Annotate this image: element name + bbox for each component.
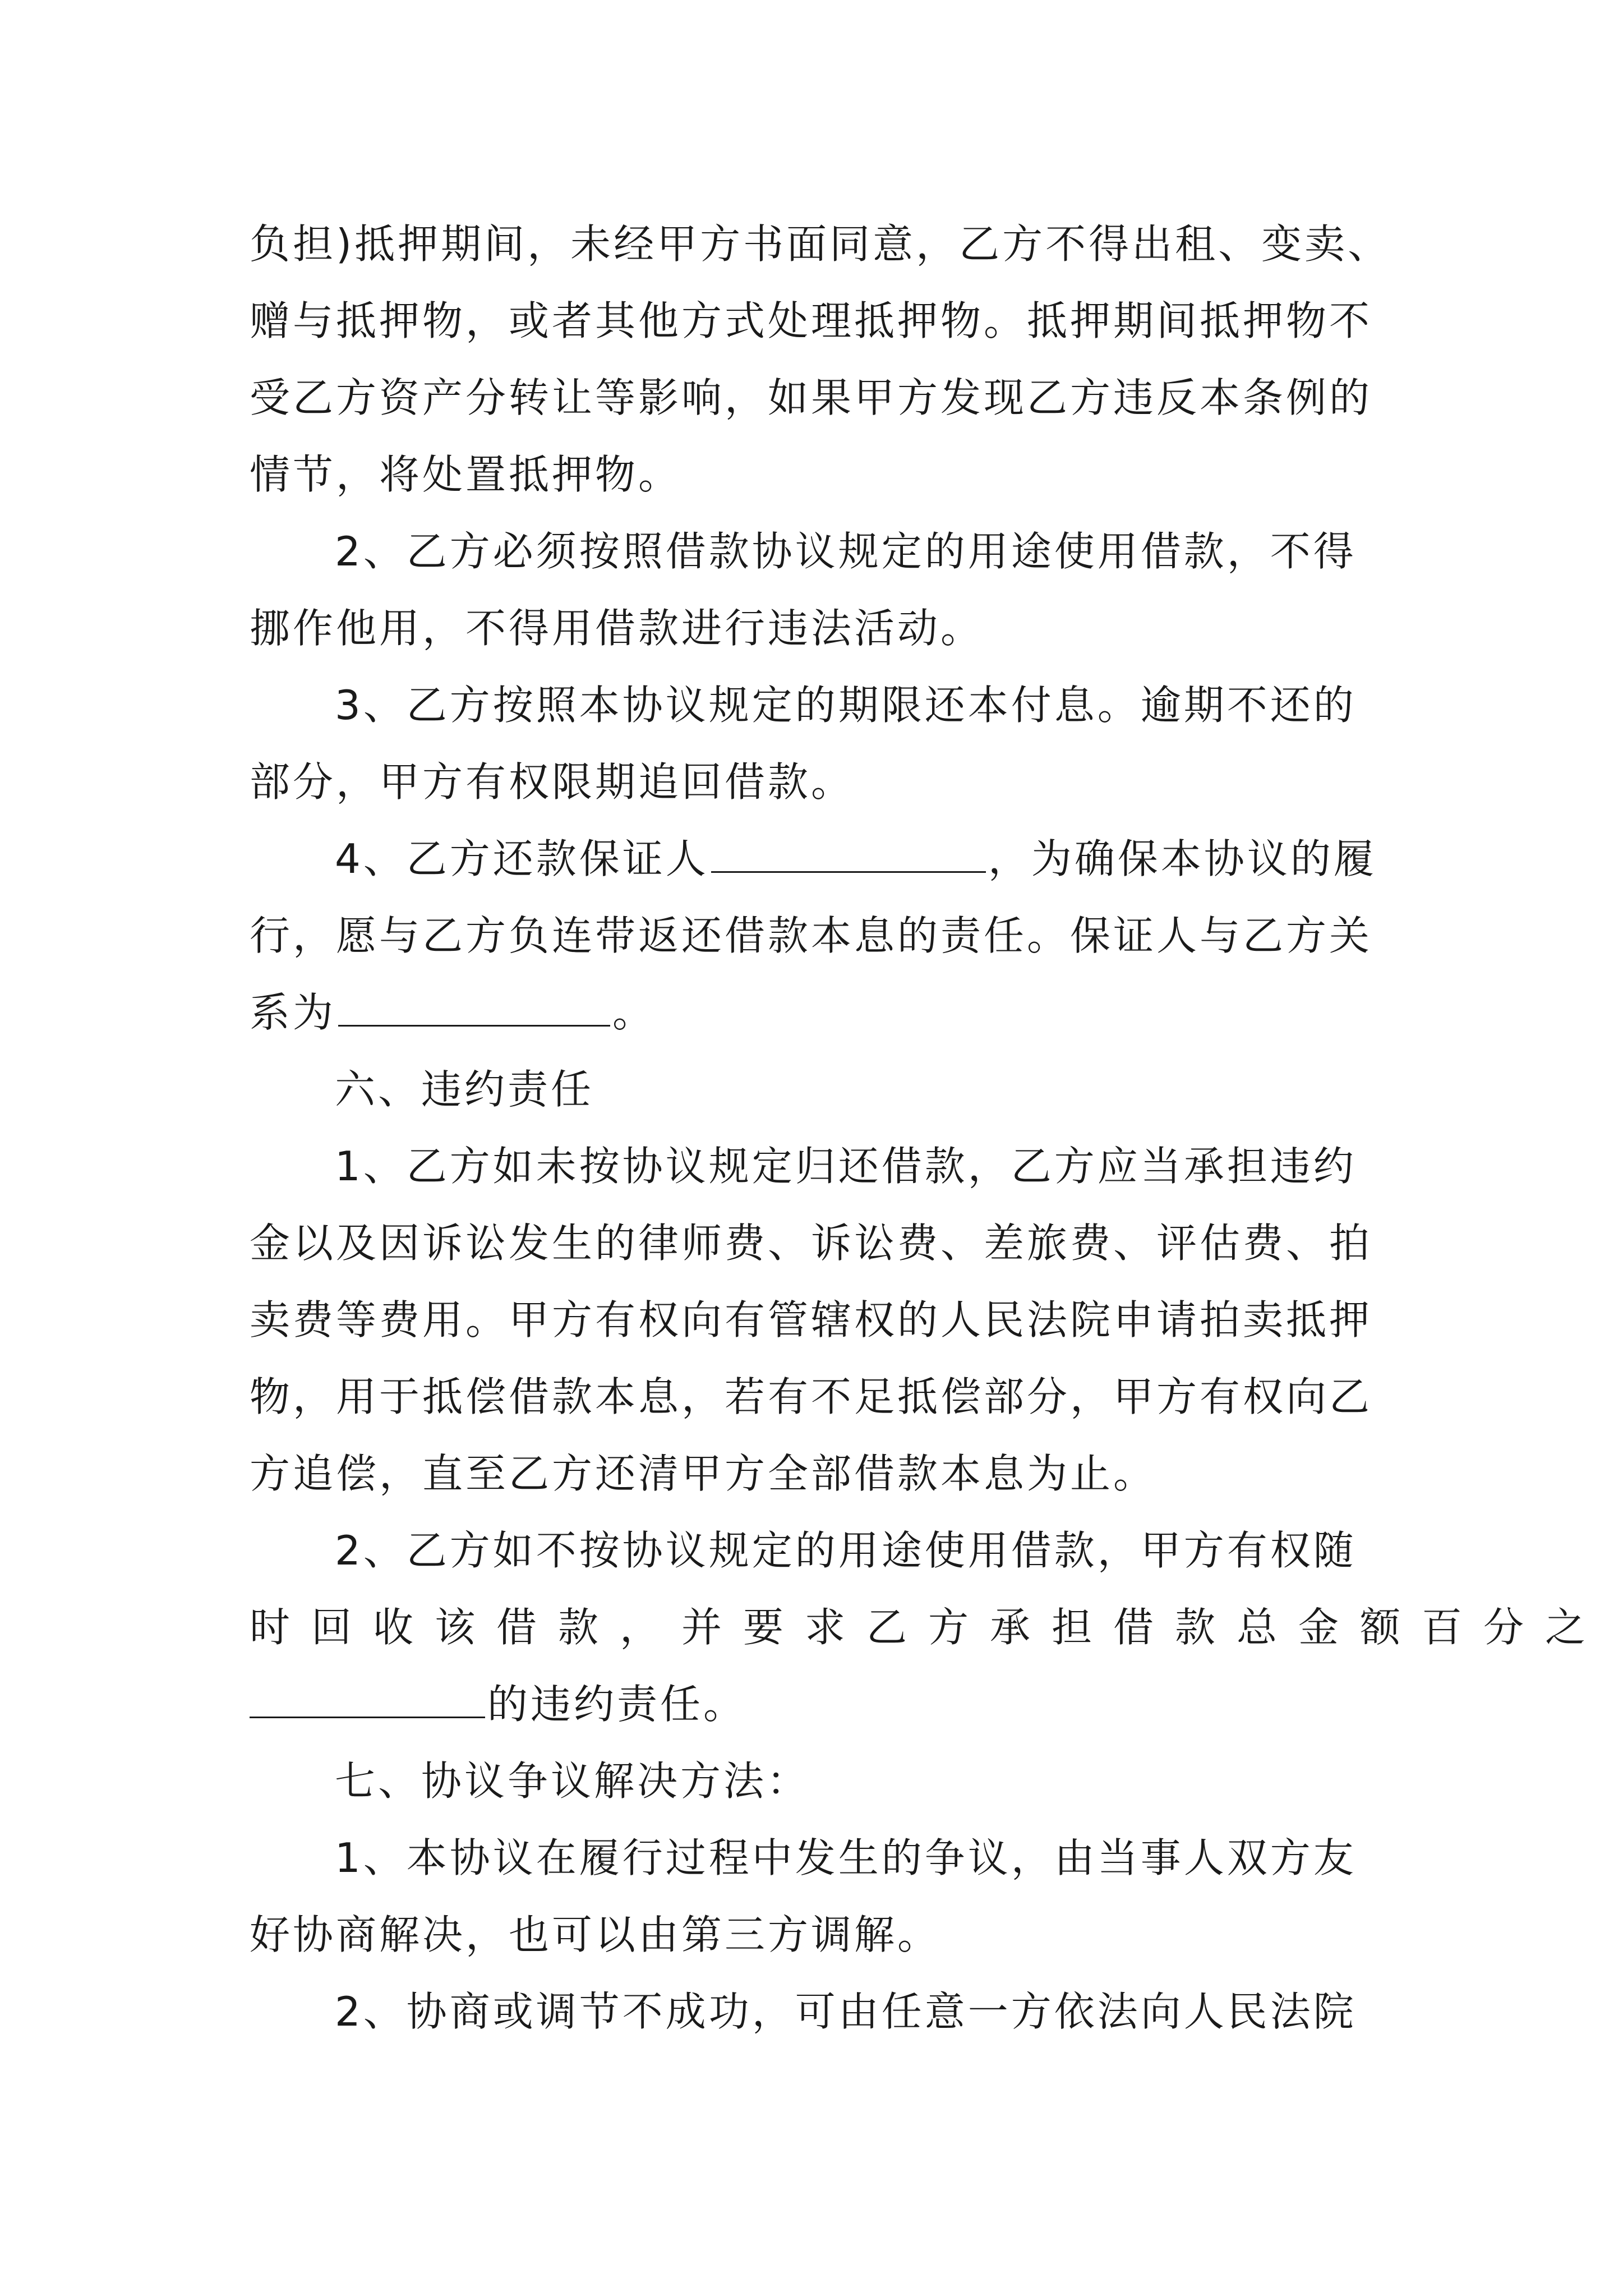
penalty-tail: 的违约责任。 [487, 1681, 747, 1728]
relationship-tail: 。 [612, 989, 656, 1036]
text-line: 行，愿与乙方负连带返还借款本息的责任。保证人与乙方关 [250, 912, 1373, 959]
penalty-percent-blank [250, 1676, 485, 1718]
text-line: 负担)抵押期间，未经甲方书面同意，乙方不得出租、变卖、 [250, 220, 1391, 268]
text-line: 好协商解决，也可以由第三方调解。 [250, 1911, 941, 1958]
guarantor-tail: ，为确保本协议的履 [988, 835, 1377, 882]
text-line: 物，用于抵偿借款本息，若有不足抵偿部分，甲方有权向乙 [250, 1373, 1373, 1420]
text-line: 赠与抵押物，或者其他方式处理抵押物。抵押期间抵押物不 [250, 297, 1373, 344]
paragraph-start-line: 2、协商或调节不成功，可由任意一方依法向人民法院 [335, 1988, 1357, 2035]
section-heading: 七、协议争议解决方法： [335, 1757, 810, 1805]
section-heading: 六、违约责任 [335, 1066, 594, 1113]
text-line: 部分，甲方有权限期追回借款。 [250, 758, 855, 806]
text-line: 金以及因诉讼发生的律师费、诉讼费、差旅费、评估费、拍 [250, 1220, 1373, 1267]
text-line: 卖费等费用。甲方有权向有管辖权的人民法院申请拍卖抵押 [250, 1296, 1373, 1343]
relationship-line [250, 984, 656, 1041]
paragraph-start-line: 1、本协议在履行过程中发生的争议，由当事人双方友 [335, 1834, 1357, 1881]
paragraph-start-line: 3、乙方按照本协议规定的期限还本付息。逾期不还的 [335, 682, 1357, 729]
paragraph-start-line: 2、乙方如不按协议规定的用途使用借款，甲方有权随 [335, 1527, 1357, 1574]
relationship-label: 系为 [250, 989, 336, 1036]
guarantor-blank [711, 831, 986, 873]
text-line: 时回收该借款，并要求乙方承担借款总金额百分之 [250, 1604, 1607, 1651]
guarantor-label: 4、乙方还款保证人 [335, 835, 709, 882]
paragraph-start-line: 1、乙方如未按协议规定归还借款，乙方应当承担违约 [335, 1143, 1357, 1190]
guarantor-line [335, 831, 1377, 887]
text-line: 挪作他用，不得用借款进行违法活动。 [250, 605, 984, 652]
text-line: 受乙方资产分转让等影响，如果甲方发现乙方违反本条例的 [250, 374, 1373, 421]
text-line: 方追偿，直至乙方还清甲方全部借款本息为止。 [250, 1450, 1157, 1497]
paragraph-start-line: 2、乙方必须按照借款协议规定的用途使用借款，不得 [335, 528, 1357, 575]
text-line: 情节，将处置抵押物。 [250, 451, 682, 498]
relationship-blank [338, 984, 610, 1027]
penalty-line [250, 1676, 746, 1732]
